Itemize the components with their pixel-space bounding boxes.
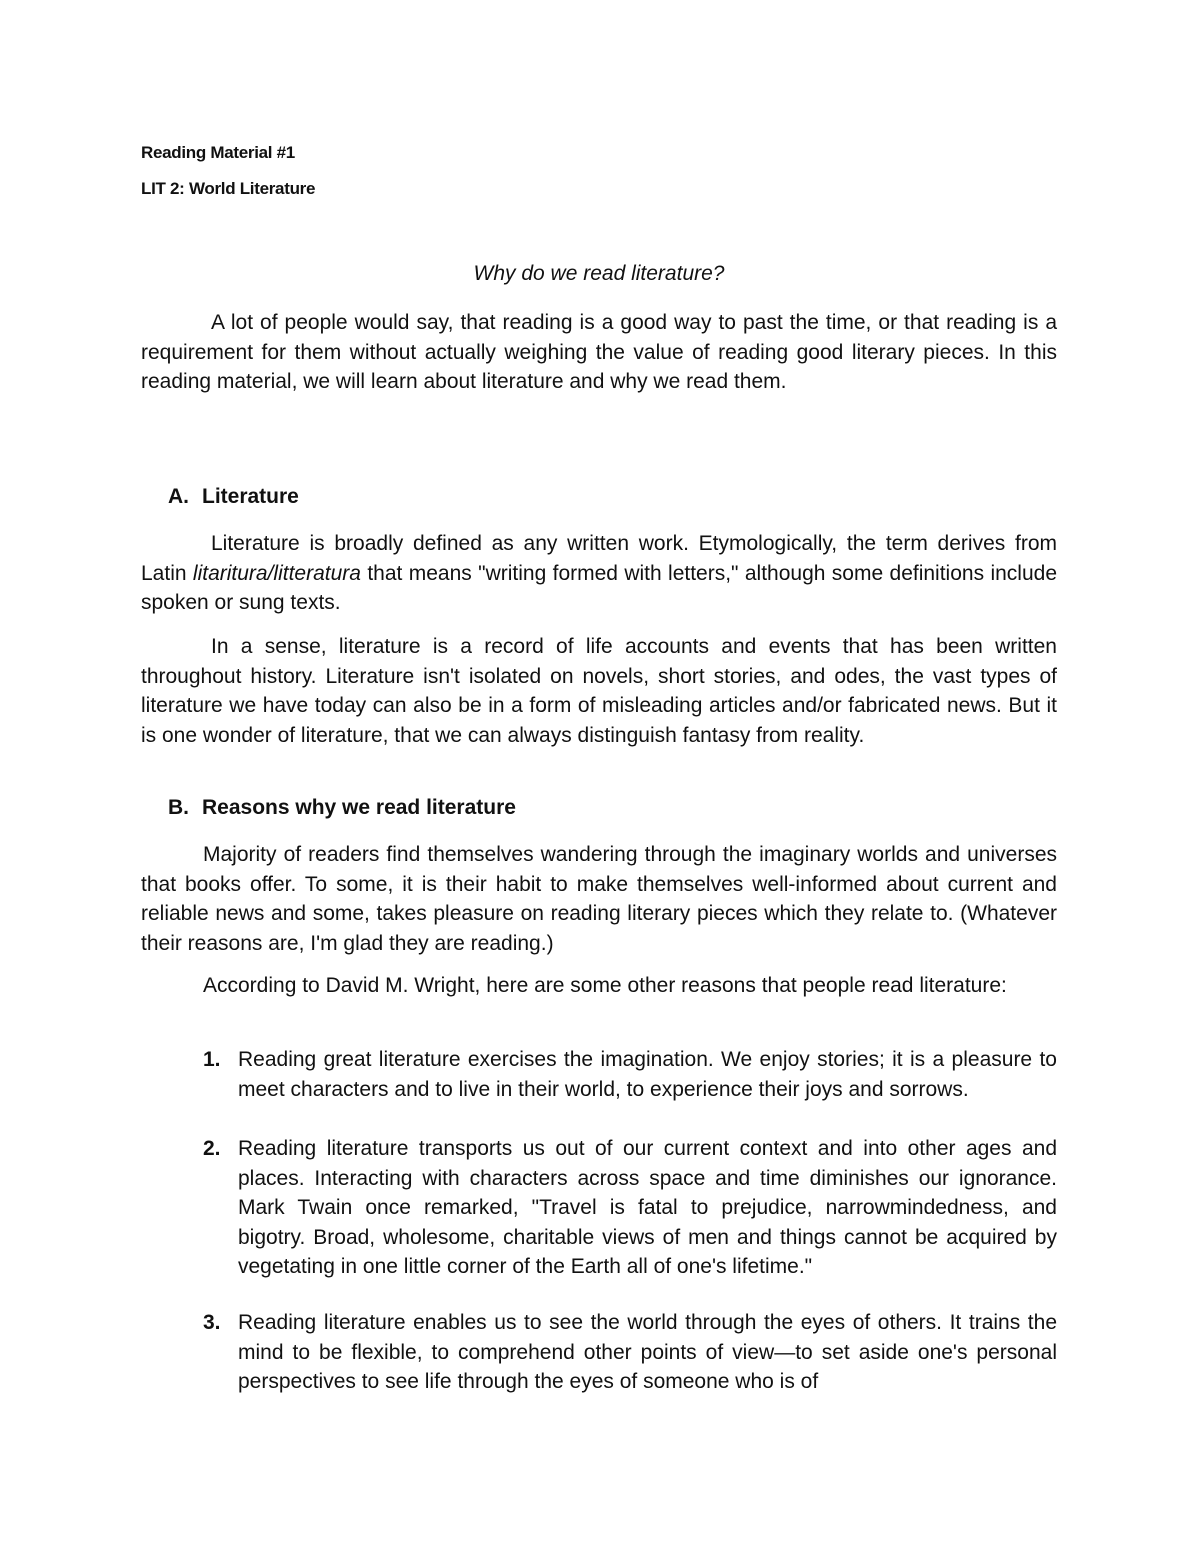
page-title: Why do we read literature? (473, 262, 725, 285)
list-item-text: Reading great literature exercises the imagination. We enjoy stories; it is a pleasure to meet characters and to live in their world, to experience their joys and sorrows. (238, 1048, 1057, 1101)
section-a-paragraph-2: In a sense, literature is a record of life accounts and events that has been written throughout history. Literature isn't isolated on novels, short stories, and odes, the vast types of literature we have today can also be in a form of misleading articles and/or fabricated news. But it is one wonder of literature, that we can always distinguish fantasy from reality. (141, 635, 1057, 747)
list-item-number: 3. (203, 1311, 221, 1334)
intro-paragraph: A lot of people would say, that reading is a good way to past the time, or that reading is a requirement for them without actually weighing the value of reading good literary pieces. In this reading material, we will learn about literature and why we read them. (141, 311, 1057, 393)
list-item-text: Reading literature enables us to see the world through the eyes of others. It trains the mind to be flexible, to comprehend other points of view—to set aside one's personal perspectives to see life through the eyes of someone who is of (238, 1311, 1057, 1393)
list-item-number: 1. (203, 1048, 221, 1071)
section-a-p1-text: Literature is broadly defined as any written work. Etymologically, the term derives from Latin (141, 532, 1057, 585)
section-a-heading (168, 485, 299, 509)
section-b-heading (168, 796, 516, 820)
list-item-text: Reading literature transports us out of our current context and into other ages and places. Interacting with characters across space and time diminishes our ignorance. Mark Twain once remarked, "Travel is fatal to prejudice, narrowmindedness, and bigotry. Broad, wholesome, charitable views of men and things cannot be acquired by vegetating in one little corner of the Earth all of one's lifetime." (238, 1137, 1057, 1278)
section-b-letter: B. (168, 796, 189, 819)
latin-term: litaritura/litteratura (192, 561, 361, 585)
section-a-title: Literature (202, 485, 299, 508)
section-b-title: Reasons why we read literature (202, 796, 516, 819)
material-number: Reading Material #1 (141, 143, 295, 162)
course-title: LIT 2: World Literature (141, 179, 316, 198)
section-a-letter: A. (168, 485, 189, 508)
list-item (203, 1134, 1057, 1282)
list-item (203, 1308, 1057, 1397)
list-item (203, 1045, 1057, 1104)
list-item-number: 2. (203, 1137, 221, 1160)
section-b-paragraph-1: Majority of readers find themselves wandering through the imaginary worlds and universes that books offer. To some, it is their habit to make themselves well-informed about current and reliable news and some, takes pleasure on reading literary pieces which they relate to. (Whatever their reasons are, I'm glad they are reading.) (141, 843, 1057, 955)
section-b-paragraph-2: According to David M. Wright, here are some other reasons that people read literature: (203, 974, 1007, 997)
section-a-paragraph-1 (141, 529, 1057, 618)
section-a-p1-text-end: that means "writing formed with letters," although some definitions include spoken or sung texts. (141, 561, 1057, 614)
